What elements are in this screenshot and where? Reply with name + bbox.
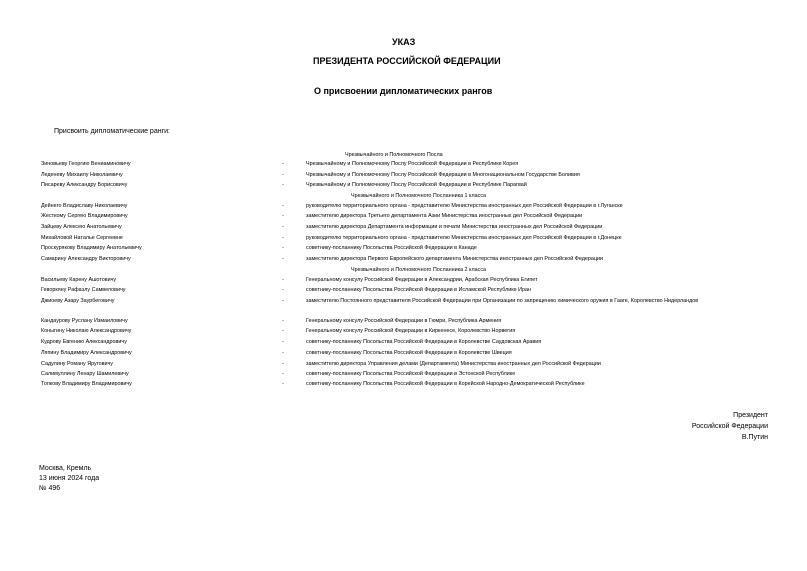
person-position: Чрезвычайному и Полномочному Послу Российской Федерации в Многонациональном Государстве Боливия xyxy=(306,172,580,178)
person-position: советнику-посланнику Посольства Российской Федерации в Королевстве Швеция xyxy=(306,350,512,356)
list-item xyxy=(0,350,807,359)
list-item xyxy=(0,328,807,337)
person-name: Кудрову Евгению Александровичу xyxy=(41,339,127,345)
list-item xyxy=(0,182,807,191)
list-item xyxy=(0,287,807,296)
dash: - xyxy=(282,182,284,188)
person-name: Михайловой Наталье Сергеевне xyxy=(41,235,123,241)
person-name: Кандаурову Руслану Измаиловичу xyxy=(41,318,128,324)
person-name: Садулину Роману Яруговичу xyxy=(41,361,113,367)
dash: - xyxy=(282,224,284,230)
dash: - xyxy=(282,381,284,387)
dash: - xyxy=(282,161,284,167)
list-item xyxy=(0,203,807,212)
person-name: Геворкяну Рафаэлу Самвеловичу xyxy=(41,287,126,293)
section-heading-envoy-1: Чрезвычайного и Полномочного Посланника 1 класса xyxy=(351,193,487,199)
list-item xyxy=(0,361,807,370)
person-position: Генеральному консулу Российской Федерации в Гюмри, Республика Армения xyxy=(306,318,502,324)
person-position: советнику-посланнику Посольства Российской Федерации в Канаде xyxy=(306,245,477,251)
section-heading-envoy-2: Чрезвычайного и Полномочного Посланника 2 класса xyxy=(351,267,487,273)
person-name: Проскурякову Владимиру Анатольевичу xyxy=(41,245,142,251)
signature-title: Президент xyxy=(733,412,768,419)
decree-issuer: ПРЕЗИДЕНТА РОССИЙСКОЙ ФЕДЕРАЦИИ xyxy=(313,56,501,66)
dash: - xyxy=(282,277,284,283)
signature-name: В.Путин xyxy=(741,434,768,441)
dash: - xyxy=(282,361,284,367)
person-position: заместителю директора Управления делами (Департамента) Министерства иностранных дел Российской Федерации xyxy=(306,361,601,367)
list-item xyxy=(0,256,807,265)
list-item xyxy=(0,213,807,222)
person-position: Чрезвычайному и Полномочному Послу Российской Федерации в Республике Корея xyxy=(306,161,519,167)
list-item xyxy=(0,172,807,181)
issue-date: 13 июня 2024 года xyxy=(39,475,100,482)
person-name: Зиновьеву Георгию Вениаминовичу xyxy=(41,161,131,167)
person-name: Коныгину Николаю Александровичу xyxy=(41,328,132,334)
dash: - xyxy=(282,256,284,262)
person-position: Генеральному консулу Российской Федерации в Киркенесе, Королевство Норвегия xyxy=(306,328,516,334)
list-item xyxy=(0,298,807,316)
person-name: Васильеву Карену Ашотовичу xyxy=(41,277,117,283)
dash: - xyxy=(282,213,284,219)
person-position: руководителю территориального органа - представителю Министерства иностранных дел Российской Федерации в г.Луганске xyxy=(306,203,623,209)
decree-number: № 496 xyxy=(39,485,61,492)
person-position: советнику-посланнику Посольства Российской Федерации в Исламской Республике Иран xyxy=(306,287,532,293)
list-item xyxy=(0,381,807,390)
dash: - xyxy=(282,245,284,251)
decree-subject: О присвоении дипломатических рангов xyxy=(314,86,493,96)
dash: - xyxy=(282,350,284,356)
person-name: Зайцеву Алексею Анатольевичу xyxy=(41,224,122,230)
intro-text: Присвоить дипломатические ранги: xyxy=(54,128,170,135)
person-name: Топкову Владимиру Владимировичу xyxy=(41,381,132,387)
list-item xyxy=(0,318,807,327)
dash: - xyxy=(282,328,284,334)
person-position: Генеральному консулу Российской Федерации в Александрии, Арабская Республика Египет xyxy=(306,277,538,283)
person-position: заместителю директора Первого Европейского департамента Министерства иностранных дел Российской Федерации xyxy=(306,256,603,262)
person-position: заместителю директора Третьего департамента Азии Министерства иностранных дел Российской Федерации xyxy=(306,213,583,219)
person-name: Дейнего Владиславу Николаевичу xyxy=(41,203,128,209)
list-item xyxy=(0,161,807,170)
person-name: Писареву Александру Борисовичу xyxy=(41,182,128,188)
dash: - xyxy=(282,339,284,345)
person-name: Салимуллину Ленару Шамилевичу xyxy=(41,371,129,377)
list-item xyxy=(0,245,807,254)
list-item xyxy=(0,277,807,286)
list-item xyxy=(0,371,807,380)
person-position: заместителю Постоянного представителя Российской Федерации при Организации по запрещению химического оружия в Гааге, Королевство Нидерландов xyxy=(306,298,699,304)
person-name: Ляпину Владимиру Александровичу xyxy=(41,350,132,356)
list-item xyxy=(0,339,807,348)
issue-place: Москва, Кремль xyxy=(39,465,92,472)
person-position: руководителю территориального органа - представителю Министерства иностранных дел Российской Федерации в г.Донецке xyxy=(306,235,622,241)
signature-office: Российской Федерации xyxy=(691,423,768,430)
list-item xyxy=(0,224,807,233)
dash: - xyxy=(282,172,284,178)
list-item xyxy=(0,235,807,244)
person-position: советнику-посланнику Посольства Российской Федерации в Эстонской Республике xyxy=(306,371,516,377)
person-name: Леденеву Михаилу Николаевичу xyxy=(41,172,123,178)
person-position: заместителю директора Департамента информации и печати Министерства иностранных дел Российской Федерации xyxy=(306,224,603,230)
dash: - xyxy=(282,203,284,209)
person-position: советнику-посланнику Посольства Российской Федерации в Корейской Народно-Демократической Республике xyxy=(306,381,585,387)
person-name: Джиоеву Азару Заурбеговичу xyxy=(41,298,115,304)
person-name: Самарину Александру Викторовичу xyxy=(41,256,131,262)
decree-title: УКАЗ xyxy=(392,37,416,47)
dash: - xyxy=(282,235,284,241)
dash: - xyxy=(282,318,284,324)
person-position: Чрезвычайному и Полномочному Послу Российской Федерации в Республике Парагвай xyxy=(306,182,527,188)
dash: - xyxy=(282,371,284,377)
dash: - xyxy=(282,287,284,293)
person-position: советнику-посланнику Посольства Российской Федерации в Королевстве Саудовская Аравия xyxy=(306,339,542,345)
dash: - xyxy=(282,298,284,304)
section-heading-ambassador: Чрезвычайного и Полномочного Посла xyxy=(345,152,443,158)
person-name: Жесткому Сергею Владимировичу xyxy=(41,213,128,219)
